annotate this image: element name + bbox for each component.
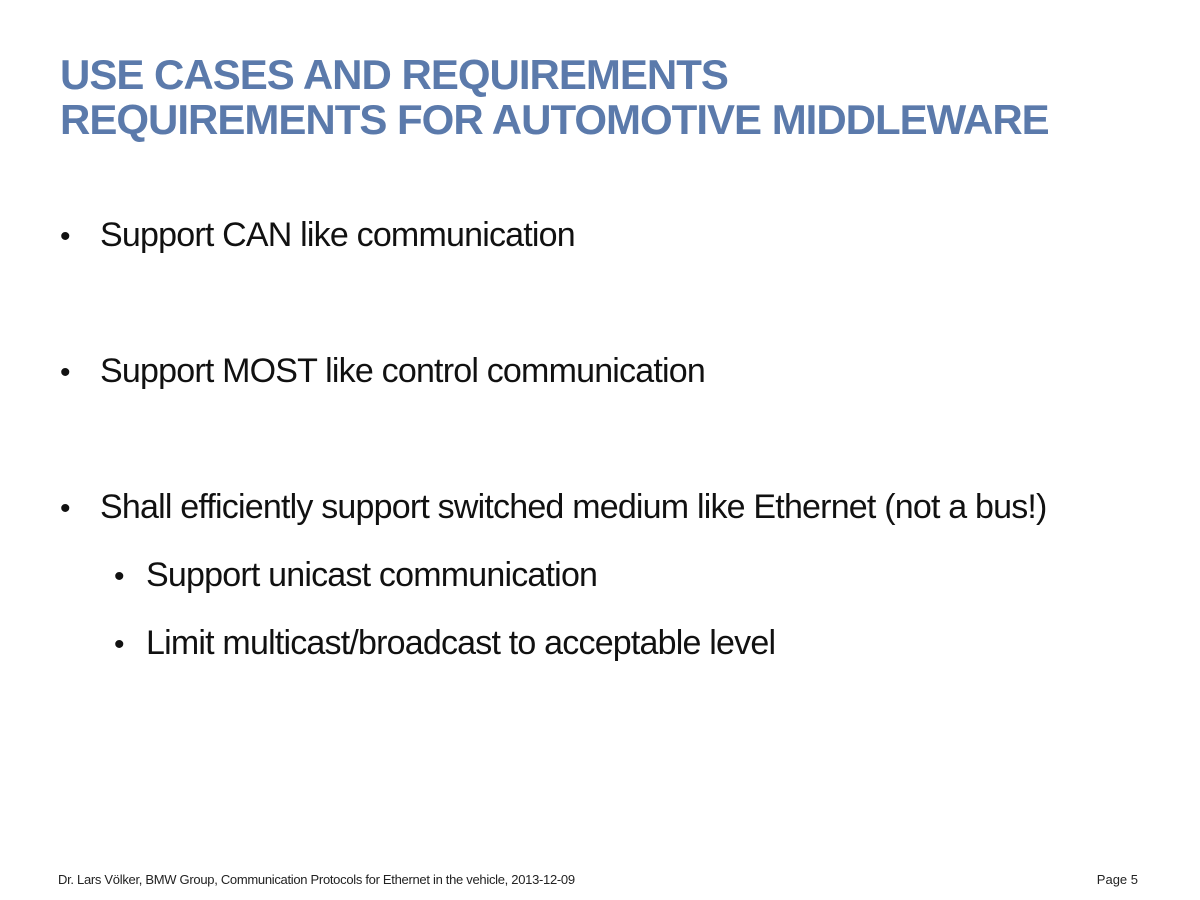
- sub-bullet-marker: •: [114, 628, 124, 661]
- bullet-text: Shall efficiently support switched medium like Ethernet (not a bus!): [100, 488, 1047, 526]
- slide-title: [60, 52, 1049, 142]
- bullet-item-can: [60, 216, 575, 255]
- bullet-marker: •: [60, 492, 70, 525]
- sub-bullet-text: Limit multicast/broadcast to acceptable level: [146, 624, 776, 662]
- sub-bullet-item-unicast: [114, 556, 597, 595]
- sub-bullet-marker: •: [114, 560, 124, 593]
- bullet-marker: •: [60, 220, 70, 253]
- bullet-item-ethernet: [60, 488, 1047, 527]
- sub-bullet-text: Support unicast communication: [146, 556, 598, 594]
- bullet-item-most: [60, 352, 705, 391]
- page-number: Page 5: [1096, 872, 1138, 887]
- bullet-text: Support MOST like control communication: [100, 352, 705, 390]
- bullet-text: Support CAN like communication: [100, 216, 575, 254]
- footer-author-info: Dr. Lars Völker, BMW Group, Communication Protocols for Ethernet in the vehicle, 2013-12-09: [58, 872, 575, 887]
- title-line-1: USE CASES AND REQUIREMENTS: [60, 51, 728, 98]
- sub-bullet-item-multicast: [114, 624, 775, 663]
- title-line-2: REQUIREMENTS FOR AUTOMOTIVE MIDDLEWARE: [60, 96, 1049, 143]
- bullet-marker: •: [60, 356, 70, 389]
